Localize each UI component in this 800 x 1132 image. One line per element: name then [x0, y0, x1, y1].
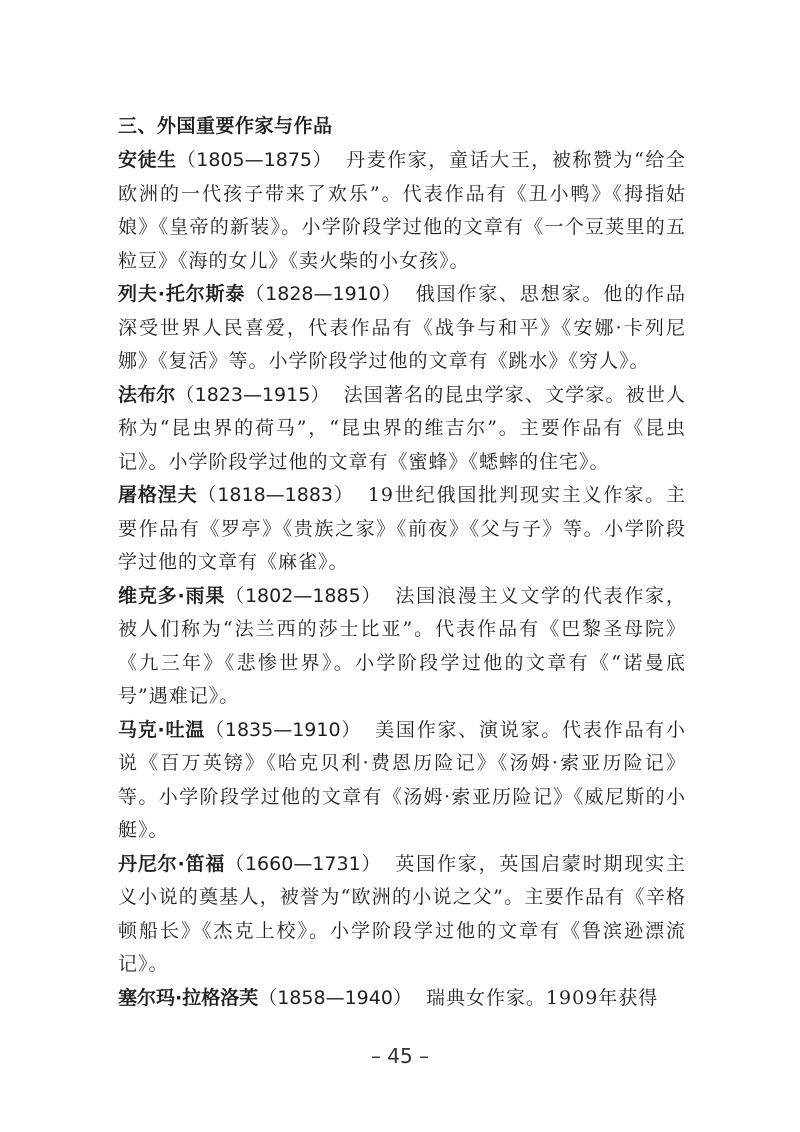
author-name: 安徒生 — [118, 149, 177, 171]
author-entry-fabre — [118, 379, 686, 480]
author-description: 法国浪漫主义文学的代表作家，被人们称为“法兰西的莎士比亚”。代表作品有《巴黎圣母院》《九三年》《悲惨世界》。小学阶段学过他的文章有《“诺曼底号”遇难记》。 — [118, 584, 686, 707]
author-description: 瑞典女作家。1909年获得 — [425, 986, 659, 1009]
author-entry-defoe — [118, 848, 686, 982]
author-description: 19世纪俄国批判现实主义作家。主要作品有《罗亭》《贵族之家》《前夜》《父与子》等。小学阶段学过他的文章有《麻雀》。 — [118, 484, 686, 573]
author-name: 屠格涅夫 — [118, 484, 198, 506]
author-entry-turgenev — [118, 479, 686, 580]
author-entry-twain — [118, 714, 686, 848]
author-name: 维克多·雨果 — [118, 584, 226, 607]
author-dates: （1828—1910） — [245, 283, 402, 305]
section-title: 三、外国重要作家与作品 — [118, 115, 333, 137]
author-dates: （1802—1885） — [225, 584, 382, 607]
author-name: 法布尔 — [118, 383, 176, 406]
page-number: – 45 – — [370, 1044, 430, 1068]
author-description: 法国著名的昆虫学家、文学家。被世人称为“昆虫界的荷马”，“昆虫界的维吉尔”。主要作品有《昆虫记》。小学阶段学过他的文章有《蜜蜂》《蟋蟀的住宅》。 — [118, 383, 686, 473]
author-name: 丹尼尔·笛福 — [118, 852, 226, 875]
author-entry-hugo — [118, 580, 686, 714]
author-entry-lagerlof — [118, 982, 686, 1016]
document-page — [118, 112, 686, 1015]
author-description: 俄国作家、思想家。他的作品深受世界人民喜爱，代表作品有《战争与和平》《安娜·卡列尼娜》《复活》等。小学阶段学过他的文章有《跳水》《穷人》。 — [118, 283, 686, 372]
author-dates: （1818—1883） — [197, 484, 354, 506]
author-description: 英国作家，英国启蒙时期现实主义小说的奠基人，被誉为“欧洲的小说之父”。主要作品有《辛格顿船长》《杰克上校》。小学阶段学过他的文章有《鲁滨逊漂流记》。 — [118, 852, 686, 975]
author-entry-tolstoy — [118, 278, 686, 379]
author-description: 丹麦作家，童话大王，被称赞为“给全欧洲的一代孩子带来了欢乐”。代表作品有《丑小鸭》《拇指姑娘》《皇帝的新装》。小学阶段学过他的文章有《一个豆荚里的五粒豆》《海的女儿》《卖火柴的小女孩》。 — [118, 149, 686, 272]
author-description: 美国作家、演说家。代表作品有小说《百万英镑》《哈克贝利·费恩历险记》《汤姆·索亚历险记》等。小学阶段学过他的文章有《汤姆·索亚历险记》《威尼斯的小艇》。 — [118, 718, 686, 841]
author-entry-andersen — [118, 144, 686, 278]
author-name: 列夫·托尔斯泰 — [118, 283, 246, 305]
author-dates: （1823—1915） — [175, 383, 330, 406]
author-name: 马克·吐温 — [118, 718, 206, 741]
author-dates: （1660—1731） — [225, 852, 382, 875]
author-dates: （1858—1940） — [258, 986, 412, 1009]
author-dates: （1835—1910） — [205, 718, 362, 741]
author-dates: （1805—1875） — [176, 149, 333, 171]
author-name: 塞尔玛·拉格洛芙 — [118, 986, 259, 1009]
